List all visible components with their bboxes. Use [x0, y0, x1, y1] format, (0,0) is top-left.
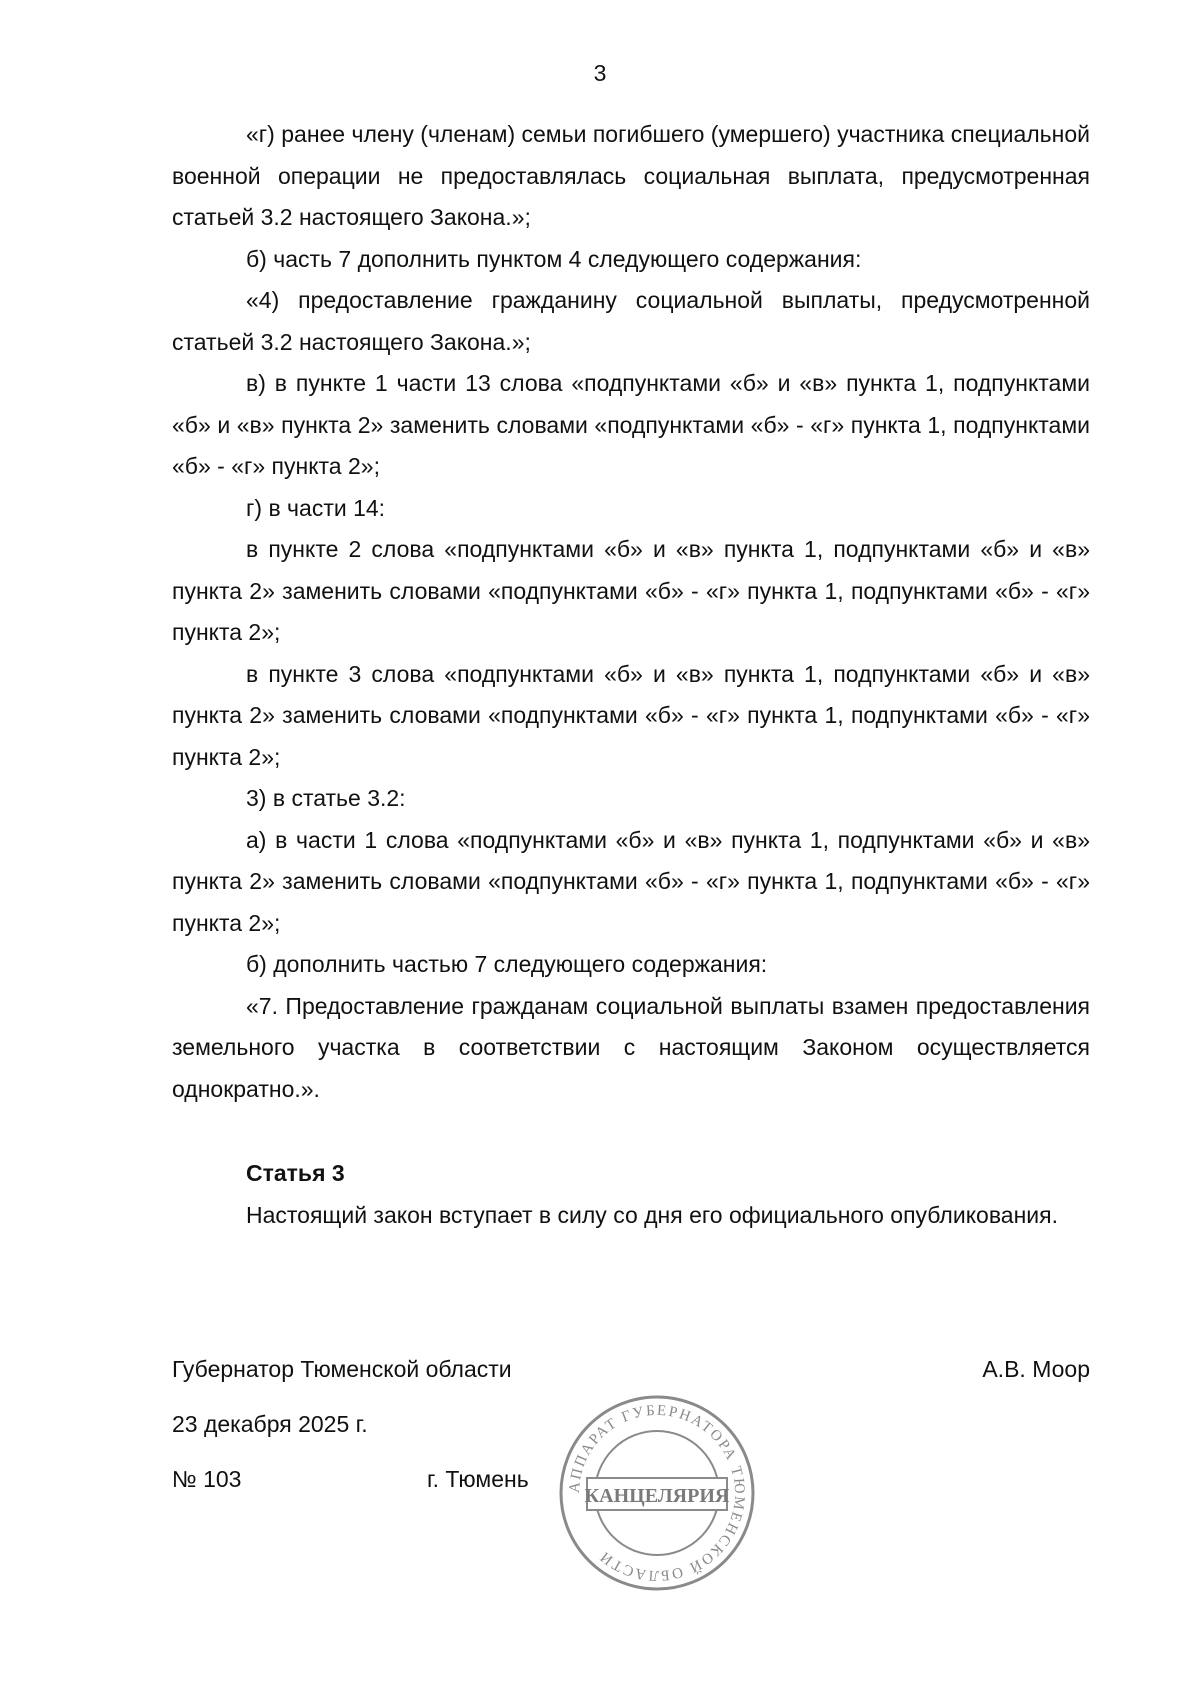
law-number: № 103 — [172, 1466, 242, 1492]
signing-date: 23 декабря 2025 г. — [172, 1411, 368, 1437]
article-heading: Статья 3 — [246, 1160, 345, 1186]
governor-name: А.В. Моор — [982, 1356, 1090, 1382]
page-number: 3 — [593, 60, 607, 86]
paragraph: «4) предоставление гражданину социальной выплаты, предусмотренной статьей 3.2 настоящего Закона.»; — [172, 287, 1090, 355]
article-text: Настоящий закон вступает в силу со дня его официального опубликования. — [246, 1201, 1058, 1228]
paragraph: а) в части 1 слова «подпунктами «б» и «в» пункта 1, подпунктами «б» и «в» пункта 2» заменить словами «подпунктами «б» - «г» пункта 1, подпунктами «б» - «г» пункта 2»; — [172, 826, 1090, 936]
paragraph: б) часть 7 дополнить пунктом 4 следующего содержания: — [246, 245, 862, 272]
document-body — [172, 114, 1090, 1236]
paragraph: г) в части 14: — [246, 494, 386, 521]
seal-center-text: КАНЦЕЛЯРИЯ — [584, 1485, 730, 1507]
paragraph: 3) в статье 3.2: — [246, 785, 406, 811]
paragraph: в) в пункте 1 части 13 слова «подпунктами «б» и «в» пункта 1, подпунктами «б» и «в» пункта 2» заменить словами «подпунктами «б» - «г» пункта 1, подпунктами «б» - «г» пункта 2»; — [172, 370, 1090, 479]
governor-title: Губернатор Тюменской области — [172, 1356, 512, 1382]
paragraph: в пункте 3 слова «подпунктами «б» и «в» пункта 1, подпунктами «б» и «в» пункта 2» заменить словами «подпунктами «б» - «г» пункта 1, подпунктами «б» - «г» пункта 2»; — [172, 660, 1090, 770]
official-seal — [557, 1393, 757, 1593]
paragraph: «7. Предоставление гражданам социальной выплаты взамен предоставления земельного участка в соответствии с настоящим Законом осуществляется однократно.». — [172, 992, 1090, 1102]
paragraph: в пункте 2 слова «подпунктами «б» и «в» пункта 1, подпунктами «б» и «в» пункта 2» заменить словами «подпунктами «б» - «г» пункта 1, подпунктами «б» - «г» пункта 2»; — [172, 536, 1090, 645]
seal-ring-text: АППАРАТ ГУБЕРНАТОРА ТЮМЕНСКОЙ ОБЛАСТИ — [566, 1402, 748, 1584]
signing-city: г. Тюмень — [427, 1466, 529, 1492]
paragraph: «г) ранее члену (членам) семьи погибшего (умершего) участника специальной военной операции не предоставлялась социальная выплата, предусмотренная статьей 3.2 настоящего Закона.»; — [172, 121, 1090, 230]
paragraph: б) дополнить частью 7 следующего содержания: — [246, 951, 768, 977]
